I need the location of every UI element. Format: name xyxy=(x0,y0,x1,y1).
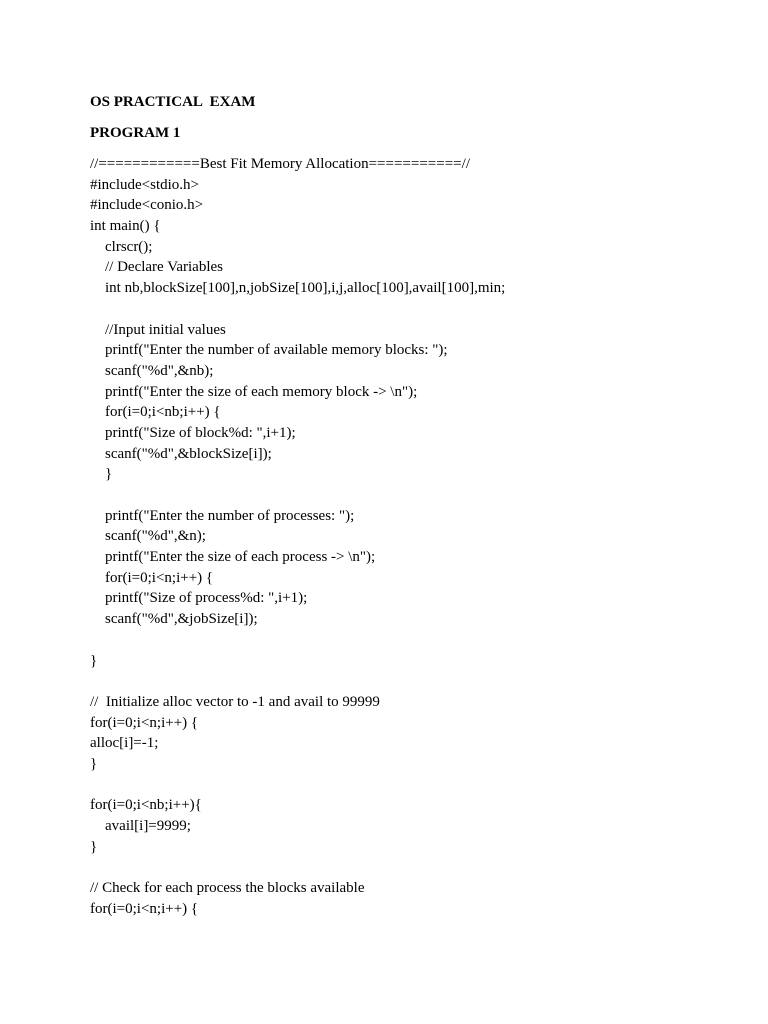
code-line: for(i=0;i<nb;i++){ xyxy=(90,797,202,814)
code-line xyxy=(90,299,710,320)
code-line: } xyxy=(90,755,98,772)
code-block xyxy=(90,154,710,919)
code-line: scanf("%d",&jobSize[i]); xyxy=(90,611,258,628)
code-line: } xyxy=(90,838,98,855)
document-title: OS PRACTICAL EXAM xyxy=(90,94,256,110)
code-line: // Initialize alloc vector to -1 and avail to 99999 xyxy=(90,693,380,710)
code-line: scanf("%d",&nb); xyxy=(90,362,214,379)
code-line: clrscr(); xyxy=(90,238,153,255)
code-line: printf("Enter the size of each memory block -> \n"); xyxy=(90,383,418,400)
code-line: for(i=0;i<nb;i++) { xyxy=(90,404,221,421)
code-line: printf("Enter the number of processes: "); xyxy=(90,507,355,524)
code-line: } xyxy=(90,466,113,483)
code-line: for(i=0;i<n;i++) { xyxy=(90,714,199,731)
code-line: } xyxy=(90,652,98,669)
code-line: int nb,blockSize[100],n,jobSize[100],i,j,alloc[100],avail[100],min; xyxy=(90,280,506,297)
code-line: int main() { xyxy=(90,218,161,235)
code-line: scanf("%d",&n); xyxy=(90,528,206,545)
code-line: //============Best Fit Memory Allocation===========// xyxy=(90,156,470,172)
document-body xyxy=(90,92,710,919)
code-line: for(i=0;i<n;i++) { xyxy=(90,900,199,917)
code-line: scanf("%d",&blockSize[i]); xyxy=(90,445,272,462)
code-line: // Declare Variables xyxy=(90,259,224,276)
program-heading: PROGRAM 1 xyxy=(90,125,181,141)
code-line: printf("Enter the number of available memory blocks: "); xyxy=(90,342,448,359)
code-line: avail[i]=9999; xyxy=(90,818,191,834)
code-line: //Input initial values xyxy=(90,321,226,338)
code-line xyxy=(90,485,710,506)
code-line xyxy=(90,857,710,878)
code-line: printf("Size of block%d: ",i+1); xyxy=(90,424,296,441)
code-line: printf("Enter the size of each process -> \n"); xyxy=(90,549,376,566)
code-line: printf("Size of process%d: ",i+1); xyxy=(90,590,308,607)
code-line: #include<stdio.h> xyxy=(90,176,199,193)
code-line xyxy=(90,671,710,692)
code-line: for(i=0;i<n;i++) { xyxy=(90,569,214,586)
code-line xyxy=(90,775,710,796)
code-line: #include<conio.h> xyxy=(90,197,204,214)
code-line: // Check for each process the blocks available xyxy=(90,880,365,897)
code-line xyxy=(90,630,710,651)
code-line: alloc[i]=-1; xyxy=(90,735,159,752)
